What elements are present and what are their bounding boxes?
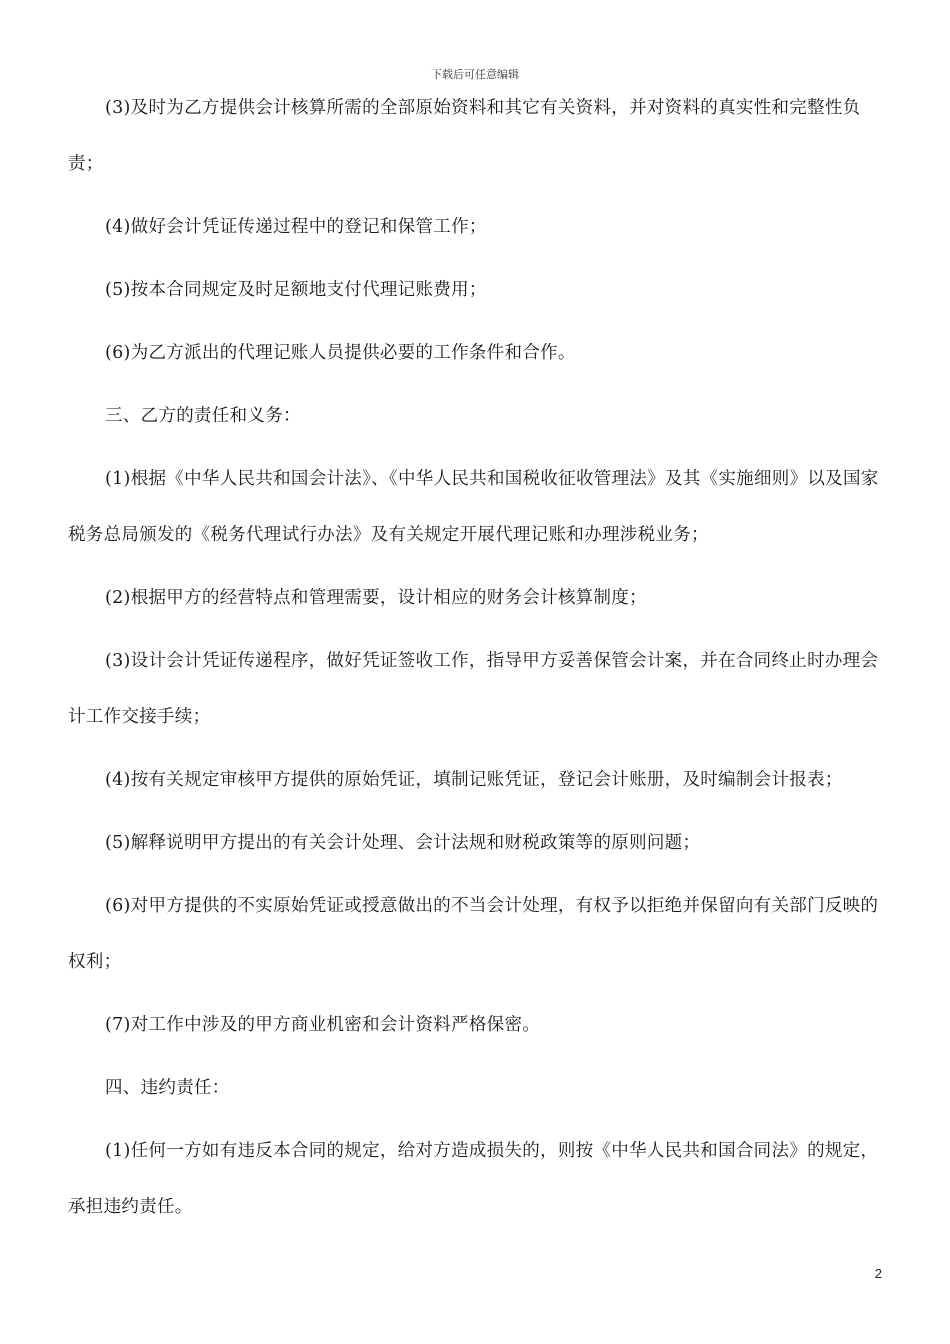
document-body (68, 80, 890, 1242)
paragraph: (5)按本合同规定及时足额地支付代理记账费用； (105, 280, 487, 300)
paragraph: (6)为乙方派出的代理记账人员提供必要的工作条件和合作。 (105, 343, 576, 363)
paragraph: (1)根据《中华人民共和国会计法》、《中华人民共和国税收征收管理法》及其《实施细则》以及国家税务总局颁发的《税务代理试行办法》及有关规定开展代理记账和办理涉税业务； (68, 469, 879, 545)
paragraph: (4)按有关规定审核甲方提供的原始凭证，填制记账凭证，登记会计账册，及时编制会计报表； (105, 770, 843, 790)
page-number: 2 (874, 1266, 882, 1281)
paragraph: (1)任何一方如有违反本合同的规定，给对方造成损失的，则按《中华人民共和国合同法》的规定，承担违约责任。 (68, 1141, 879, 1217)
paragraph: (6)对甲方提供的不实原始凭证或授意做出的不当会计处理，有权予以拒绝并保留向有关部门反映的权利； (68, 896, 879, 972)
paragraph: (7)对工作中涉及的甲方商业机密和会计资料严格保密。 (105, 1015, 541, 1035)
paragraph: (3)及时为乙方提供会计核算所需的全部原始资料和其它有关资料，并对资料的真实性和完整性负责； (68, 98, 861, 174)
paragraph: (5)解释说明甲方提出的有关会计处理、会计法规和财税政策等的原则问题； (105, 833, 701, 853)
section-heading: 四、违约责任： (105, 1078, 230, 1098)
paragraph: (4)做好会计凭证传递过程中的登记和保管工作； (105, 217, 487, 237)
header-note: 下载后可任意编辑 (431, 68, 519, 81)
paragraph: (3)设计会计凭证传递程序，做好凭证签收工作，指导甲方妥善保管会计案，并在合同终止时办理会计工作交接手续； (68, 651, 879, 727)
section-heading: 三、乙方的责任和义务： (105, 406, 301, 426)
paragraph: (2)根据甲方的经营特点和管理需要，设计相应的财务会计核算制度； (105, 588, 647, 608)
